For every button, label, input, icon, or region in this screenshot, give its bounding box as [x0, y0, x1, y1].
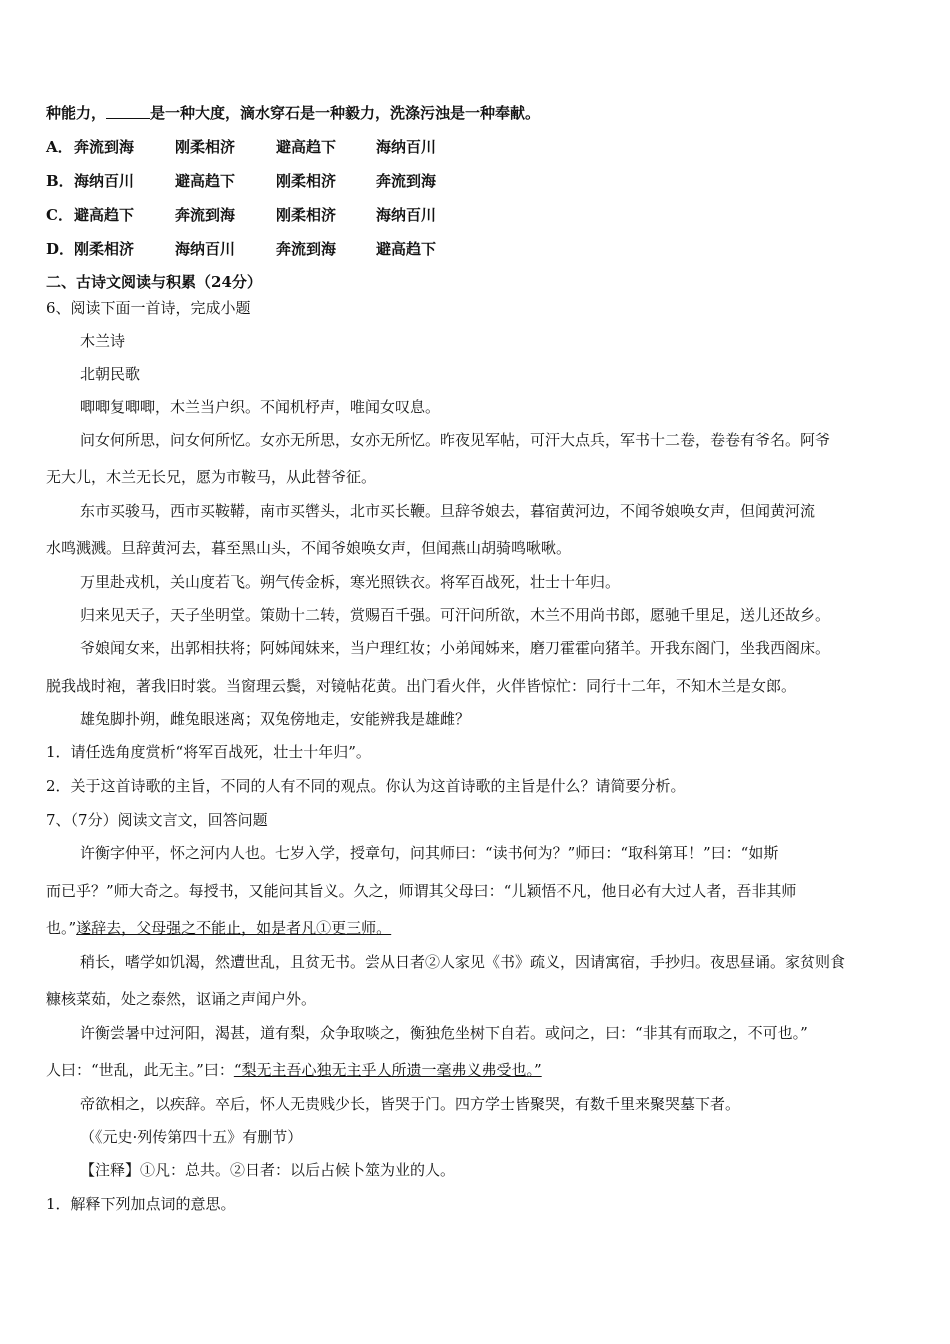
q6-sub2: 2．关于这首诗歌的主旨，不同的人有不同的观点。你认为这首诗歌的主旨是什么？请简要分析。	[46, 777, 686, 795]
passage-line: 许衡字仲平，怀之河内人也。七岁入学，授章句，问其师曰：“读书何为？”师曰：“取科第耳！”曰：“如斯	[80, 844, 779, 862]
poem-line: 问女何所思，问女何所忆。女亦无所思，女亦无所忆。昨夜见军帖，可汗大点兵，军书十二卷，卷卷有爷名。阿爷	[80, 431, 831, 449]
passage-line: 也。”遂辞去，父母强之不能止，如是者凡①更三师。	[46, 919, 392, 937]
poem-line: 归来见天子，天子坐明堂。策勋十二转，赏赐百千强。可汗问所欲，木兰不用尚书郎，愿驰千里足，送儿还故乡。	[80, 606, 831, 624]
poem-line: 唧唧复唧唧，木兰当户织。不闻机杼声，唯闻女叹息。	[80, 398, 441, 416]
poem-line: 无大儿，木兰无长兄，愿为市鞍马，从此替爷征。	[46, 468, 377, 486]
poem-title: 木兰诗	[80, 332, 126, 350]
passage-line: 稍长，嗜学如饥渴，然遭世乱，且贫无书。尝从日者②人家见《书》疏义，因请寓宿，手抄归。夜思昼诵。家贫则食	[80, 953, 846, 971]
q7-intro: 7、（7分）阅读文言文，回答问题	[46, 811, 268, 829]
poem-line: 万里赴戎机，关山度若飞。朔气传金柝，寒光照铁衣。将军百战死，壮士十年归。	[80, 573, 621, 591]
document-page: 种能力， 是一种大度，滴水穿石是一种毅力，洗涤污浊是一种奉献。 A． 奔流到海 刚柔相济 避高趋下 海纳百川 B． 海纳百川 避高趋下 刚柔相济 奔流到海 C． 避高趋下 奔流到海 刚柔相济 海纳百川 D． 刚柔相济 海纳百川 奔流到海 避高趋下 二、古诗文阅读与积累（24分） 6、阅读下面一首诗，完成小题 木兰诗 北朝民歌 唧唧复唧唧，木兰当户织。不闻机杼声，唯闻女叹息。 问女何所思，问女何所忆。女亦无所思，女亦无所忆。昨夜见军帖，可汗大点兵，军书十二卷，卷卷有爷名。阿爷 无大儿，木兰无长兄，愿为市鞍马，从此替爷征。 东市买骏马，西市买鞍鞯，南市买辔头，北市买长鞭。旦辞爷娘去，暮宿黄河边，不闻爷娘唤女声，但闻黄河流 水鸣溅溅。旦辞黄河去，暮至黑山头，不闻爷娘唤女声，但闻燕山胡骑鸣啾啾。 万里赴戎机，关山度若飞。朔气传金柝，寒光照铁衣。将军百战死，壮士十年归。 归来见天子，天子坐明堂。策勋十二转，赏赐百千强。可汗问所欲，木兰不用尚书郎，愿驰千里足，送儿还故乡。 爷娘闻女来，出郭相扶将；阿姊闻妹来，当户理红妆；小弟闻姊来，磨刀霍霍向猪羊。开我东阁门，坐我西阁床。 脱我战时袍，著我旧时裳。当窗理云鬓，对镜帖花黄。出门看火伴，火伴皆惊忙：同行十二年，不知木兰是女郎。 雄兔脚扑朔，雌兔眼迷离；双兔傍地走，安能辨我是雄雌？ 1．请任选角度赏析“将军百战死，壮士十年归”。 2．关于这首诗歌的主旨，不同的人有不同的观点。你认为这首诗歌的主旨是什么？请简要分析。 7、（7分）阅读文言文，回答问题 许衡字仲平，怀之河内人也。七岁入学，授章句，问其师曰：“读书何为？”师曰：“取科第耳！”曰：“如斯 而已乎？”师大奇之。每授书，又能问其旨义。久之，师谓其父母曰：“儿颖悟不凡，他日必有大过人者，吾非其师 也。”遂辞去，父母强之不能止，如是者凡①更三师。 稍长，嗜学如饥渴，然遭世乱，且贫无书。尝从日者②人家见《书》疏义，因请寓宿，手抄归。夜思昼诵。家贫则食 糠核菜茹，处之泰然，讴诵之声闻户外。 许衡尝暑中过河阳，渴甚，道有梨，众争取啖之，衡独危坐树下自若。或问之，曰：“非其有而取之，不可也。” 人曰：“世乱，此无主。”曰：“梨无主吾心独无主乎人所遗一毫弗义弗受也。” 帝欲相之，以疾辞。卒后，怀人无贵贱少长，皆哭于门。四方学士皆聚哭，有数千里来聚哭墓下者。 （《元史·列传第四十五》有删节） 【注释】①凡：总共。②日者：以后占候卜筮为业的人。 1．解释下列加点词的意思。	[0, 0, 950, 1344]
poem-line: 东市买骏马，西市买鞍鞯，南市买辔头，北市买长鞭。旦辞爷娘去，暮宿黄河边，不闻爷娘唤女声，但闻黄河流	[80, 502, 816, 520]
poem-line: 脱我战时袍，著我旧时裳。当窗理云鬓，对镜帖花黄。出门看火伴，火伴皆惊忙：同行十二年，不知木兰是女郎。	[46, 677, 797, 695]
passage-line: 人曰：“世乱，此无主。”曰：“梨无主吾心独无主乎人所遗一毫弗义弗受也。”	[46, 1061, 542, 1079]
annotation-note: 【注释】①凡：总共。②日者：以后占候卜筮为业的人。	[80, 1161, 456, 1179]
poem-line: 爷娘闻女来，出郭相扶将；阿姊闻妹来，当户理红妆；小弟闻姊来，磨刀霍霍向猪羊。开我东阁门，坐我西阁床。	[80, 639, 831, 657]
passage-line: 许衡尝暑中过河阳，渴甚，道有梨，众争取啖之，衡独危坐树下自若。或问之，曰：“非其有而取之，不可也。”	[80, 1024, 808, 1042]
passage-source: （《元史·列传第四十五》有删节）	[80, 1128, 303, 1146]
passage-line: 而已乎？”师大奇之。每授书，又能问其旨义。久之，师谓其父母曰：“儿颖悟不凡，他日必有大过人者，吾非其师	[46, 882, 797, 900]
poem-line: 雄兔脚扑朔，雌兔眼迷离；双兔傍地走，安能辨我是雄雌？	[80, 710, 471, 728]
q7-sub1: 1．解释下列加点词的意思。	[46, 1195, 236, 1213]
section-title: 二、古诗文阅读与积累（24分）	[46, 273, 262, 291]
q6-sub1: 1．请任选角度赏析“将军百战死，壮士十年归”。	[46, 743, 371, 761]
underlined-sentence: 遂辞去，父母强之不能止，如是者凡①更三师。	[76, 919, 392, 937]
poem-source: 北朝民歌	[80, 365, 141, 383]
passage-line: 糠核菜茹，处之泰然，讴诵之声闻户外。	[46, 990, 317, 1008]
q5-stem: 种能力， 是一种大度，滴水穿石是一种毅力，洗涤污浊是一种奉献。	[46, 104, 541, 122]
q6-intro: 6、阅读下面一首诗，完成小题	[46, 299, 251, 317]
underlined-sentence: “梨无主吾心独无主乎人所遗一毫弗义弗受也。”	[233, 1061, 542, 1079]
answer-blank	[106, 104, 150, 119]
passage-line: 帝欲相之，以疾辞。卒后，怀人无贵贱少长，皆哭于门。四方学士皆聚哭，有数千里来聚哭墓下者。	[80, 1095, 741, 1113]
poem-line: 水鸣溅溅。旦辞黄河去，暮至黑山头，不闻爷娘唤女声，但闻燕山胡骑鸣啾啾。	[46, 539, 572, 557]
